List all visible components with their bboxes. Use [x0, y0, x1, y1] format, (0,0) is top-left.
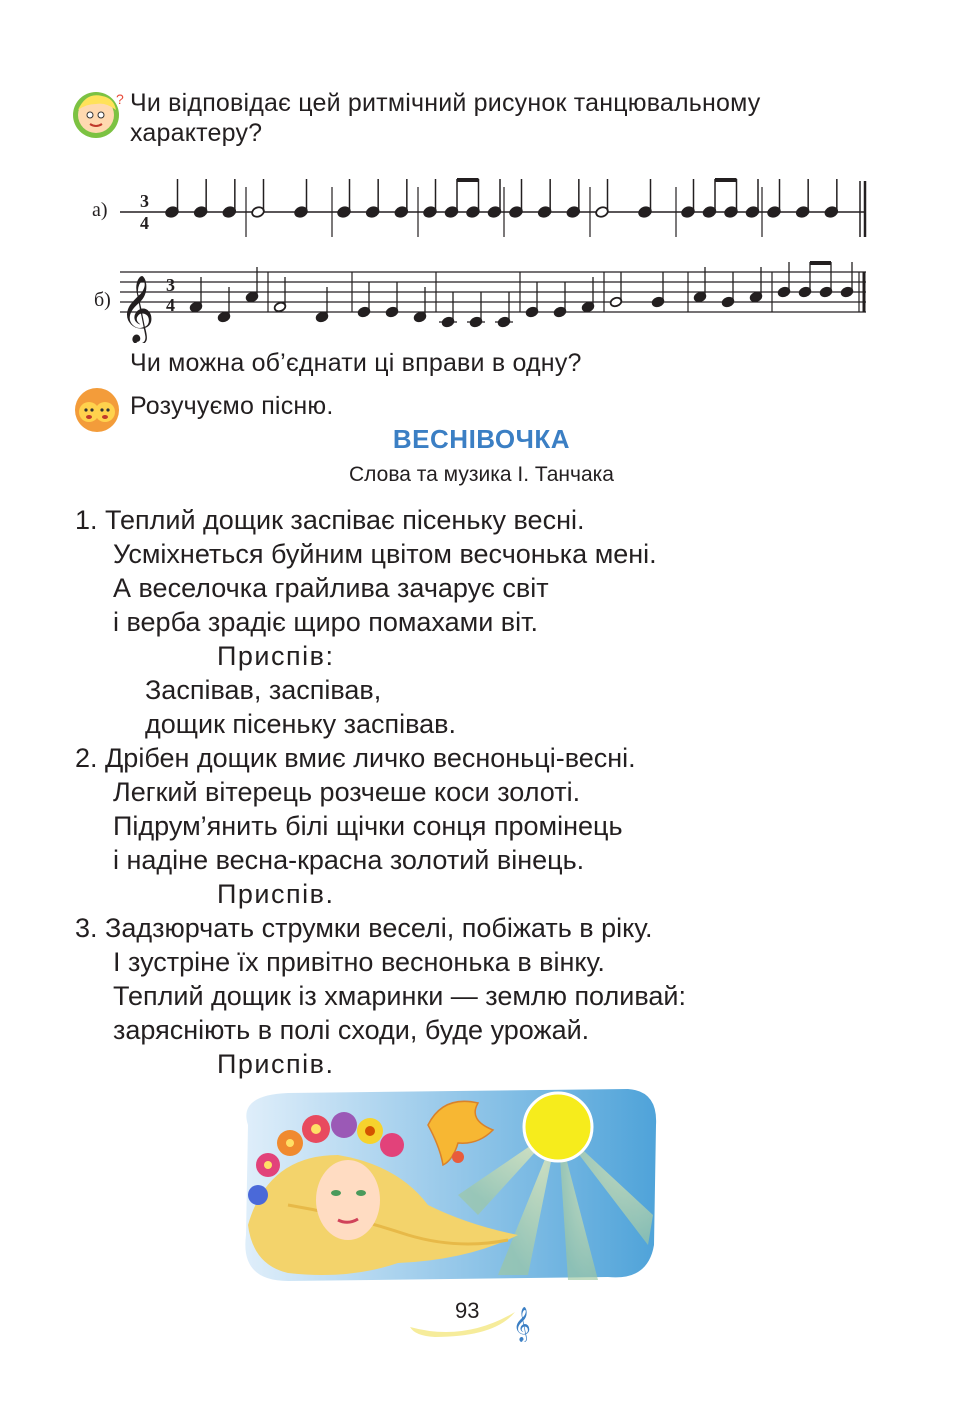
svg-text:𝄞: 𝄞 — [513, 1307, 531, 1342]
verse-1-line-3: А веселочка грайлива зачарує світ — [113, 573, 549, 603]
verse-2-line-2: Легкий вітерець розчеше коси золоті. — [113, 777, 581, 807]
question-line-1: Чи відповідає цей ритмічний рисунок танцювальному — [130, 89, 761, 117]
chorus-label: Приспів: — [217, 641, 335, 671]
spring-girl-illustration — [228, 1085, 660, 1285]
exercise-label-a: а) — [92, 199, 108, 221]
verse-3-line-4: заряснiють в полі сходи, буде урожай. — [113, 1015, 590, 1045]
eighth-beam — [715, 178, 737, 182]
time-signature-bottom-a: 4 — [140, 213, 149, 233]
verse-1-line-1: 1. Теплий дощик заспіває пісеньку весні. — [75, 505, 585, 535]
verse-1-line-2: Усміхнеться буйним цвітом весчонька мені. — [113, 539, 657, 569]
verse-2-line-1: 2. Дрібен дощик вмиє личко весноньці-весні. — [75, 743, 636, 773]
task-text: Розучуємо пісню. — [130, 392, 334, 420]
verse-2-line-3: Підрум’янить білі щічки сонця промінець — [113, 811, 623, 841]
page-number: 93 — [455, 1298, 480, 1323]
verse-3-line-3: Теплий дощик із хмаринки — землю поливай: — [113, 981, 686, 1011]
eighth-beam — [810, 261, 831, 265]
time-signature-top-a: 3 — [140, 191, 149, 211]
verse-1-line-4: і верба зрадіє щиро помахами віт. — [113, 607, 538, 637]
treble-clef: 𝄞 — [120, 274, 155, 342]
time-signature-bottom-b: 4 — [166, 295, 175, 315]
time-signature-top-b: 3 — [166, 275, 175, 295]
verse-3-line-2: І зустріне їх привітно веснонька в вінку. — [113, 947, 605, 977]
verse-3-line-1: 3. Задзюрчать струмки веселі, побіжать в ріку. — [75, 913, 653, 943]
song-title: ВЕСНІВОЧКА — [392, 424, 571, 454]
exercise-label-b: б) — [94, 289, 111, 311]
refrain-label-2: Приспів. — [217, 879, 335, 909]
boy-face-icon — [72, 88, 124, 140]
chorus-line-2: дощик пісеньку заспівав. — [145, 709, 457, 739]
chorus-line-1: Заспівав, заспівав, — [145, 675, 382, 705]
melody-staff-b — [118, 258, 873, 343]
question-line-2: характеру? — [130, 119, 263, 147]
verse-2-line-4: і надіне весна-красна золотий вінець. — [113, 845, 585, 875]
eighth-beam — [457, 178, 479, 182]
song-author: Слова та музика І. Танчака — [349, 463, 614, 486]
refrain-label-3: Приспів. — [217, 1049, 335, 1079]
combine-question: Чи можна об’єднати ці вправи в одну? — [130, 349, 582, 377]
rhythm-line-a — [118, 175, 873, 240]
svg-text:?: ? — [116, 91, 124, 107]
